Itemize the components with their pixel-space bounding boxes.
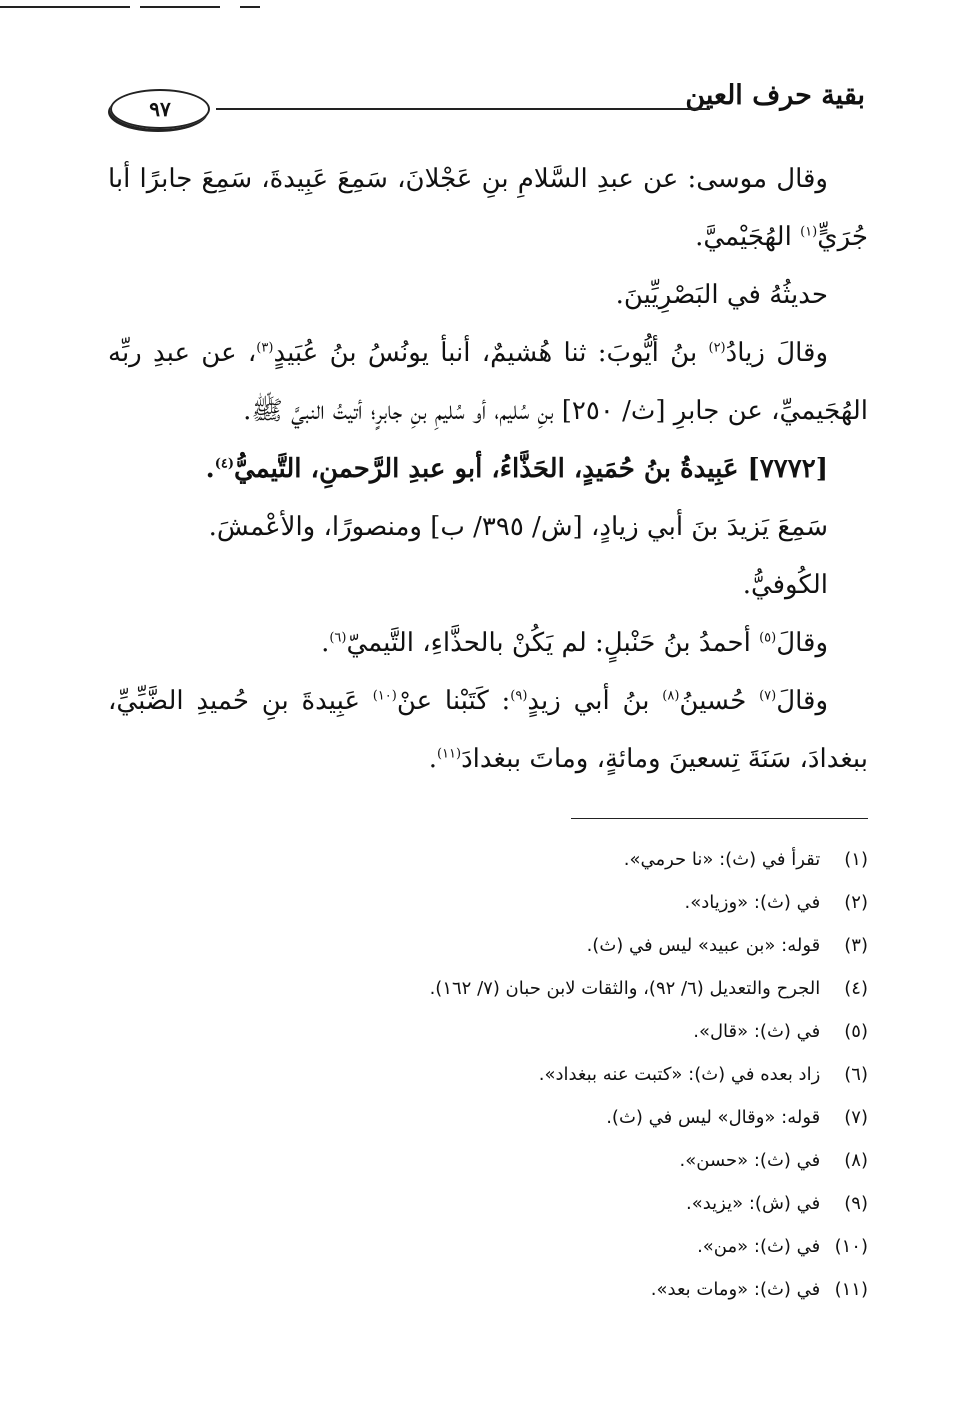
running-header-title: بقية حرف العين [685, 80, 865, 111]
paragraph-text: وقالَ [776, 686, 829, 716]
footnote-text: قوله: «بن عبيد» ليس في (ث). [586, 935, 821, 956]
footnote-1 [108, 838, 868, 881]
footnote-9 [108, 1182, 868, 1225]
footnote-number: (١١) [834, 1279, 868, 1300]
paragraph-text: عَبِيدةَ بنِ حُميدِ الضَّبِّيِّ، ببغدادَ، سَنَةَ تِسعينَ ومائةٍ، وماتَ ببغدادَ [108, 686, 868, 774]
footnote-text: زاد بعده في (ث): «كتبت عنه ببغداد». [538, 1064, 821, 1085]
footnote-number: (٢) [844, 892, 868, 913]
footnote-number: (٦) [844, 1064, 868, 1085]
footnote-number: (٥) [844, 1021, 868, 1042]
footnote-text: في (ث): «من». [697, 1236, 821, 1257]
paragraph-text: الهُجَيْميَّ. [695, 222, 801, 252]
footnote-text: قوله: «وقال» ليس في (ث). [606, 1107, 821, 1128]
header-rule [216, 108, 710, 110]
footnote-text: في (ش): «يزيد». [685, 1193, 821, 1214]
footnote-8 [108, 1139, 868, 1182]
footnote-ref-1[interactable]: (١) [800, 224, 818, 240]
entry-heading [108, 440, 868, 498]
page-number: ٩٧ [149, 97, 171, 121]
paragraph-text: وقالَ [776, 628, 828, 658]
paragraph-basriyyin: حديثُهُ في البَصْرِيِّينَ. [615, 280, 828, 310]
footnote-text: في (ث): «حسن». [679, 1150, 821, 1171]
top-rule-mid [140, 6, 220, 8]
footnote-number: (٧) [844, 1107, 868, 1128]
footnote-number: (٩) [844, 1193, 868, 1214]
main-text [108, 150, 868, 788]
paragraph-ziyad [108, 324, 868, 440]
footnote-ref-8[interactable]: (٨) [662, 688, 680, 704]
footnote-11 [108, 1268, 868, 1311]
footnote-ref-6[interactable]: (٦) [329, 630, 347, 646]
paragraph-text: أحمدُ بنُ حَنْبلٍ: لم يَكُنْ بالحذَّاءِ، التَّيميّ [346, 628, 760, 658]
footnote-ref-7[interactable]: (٧) [759, 688, 777, 704]
paragraph-text: وقالَ زيادُ [725, 338, 828, 368]
paragraph-text: بنُ أبي زيدٍ [527, 686, 663, 716]
paragraph-text: بنُ أيُّوبَ: ثنا هُشيمٌ، أنبأ يونُسُ بنُ عُبَيدٍ [273, 338, 709, 368]
footnote-ref-2[interactable]: (٢) [708, 340, 726, 356]
footnote-number: (١) [844, 849, 868, 870]
footnote-ref-10[interactable]: (١٠) [372, 688, 397, 704]
footnote-6 [108, 1053, 868, 1096]
paragraph-kufi: الكُوفيُّ. [742, 570, 828, 600]
footnote-text: الجرح والتعديل (٦/ ٩٢)، والثقات لابن حبان (٧/ ١٦٢). [429, 978, 821, 999]
paragraph-text: وقال موسى: عن عبدِ السَّلامِ بنِ عَجْلانَ، سَمِعَ عَبِيدةَ، سَمِعَ جابرًا أبا جُرَيٍّ [108, 164, 868, 252]
footnote-2 [108, 881, 868, 924]
footnote-number: (٤) [844, 978, 868, 999]
paragraph-text: . [428, 744, 437, 774]
footnote-ref-5[interactable]: (٥) [759, 630, 777, 646]
footnote-text: في (ث): «ومات بعد». [650, 1279, 821, 1300]
footnote-3 [108, 924, 868, 967]
paragraph-text: ، عن عبدِ ربِّه الهُجَيميِّ، عن جابرِ [ث/ ٢٥٠] بنِ سُليم، أو سُليمِ بنِ جابرٍ؛ أتيتُ النبيَّ ﷺ. [108, 338, 868, 426]
entry-title: [٧٧٧٢] عَبِيدةُ بنُ حُمَيدٍ، الحَذَّاءُ، أبو عبدِ الرَّحمنِ، التَّيميُّ [233, 454, 828, 484]
footnote-ref-11[interactable]: (١١) [436, 746, 462, 762]
paragraph-samia: سَمِعَ يَزيدَ بنَ أبي زيادٍ، [ش/ ٣٩٥/ ب] ومنصورًا، والأعْمشَ. [208, 512, 828, 542]
footnote-text: في (ث): «قال». [693, 1021, 821, 1042]
footnotes-list [108, 838, 868, 1311]
footnote-10 [108, 1225, 868, 1268]
footnote-ref-9[interactable]: (٩) [510, 688, 528, 704]
entry-end: . [205, 454, 215, 484]
footnote-ref-4[interactable]: (٤) [214, 456, 234, 472]
footnote-number: (٣) [844, 935, 868, 956]
footnote-text: في (ث): «وزياد». [684, 892, 821, 913]
page-number-oval [110, 89, 210, 129]
footnote-number: (٨) [844, 1150, 868, 1171]
footnote-7 [108, 1096, 868, 1139]
paragraph-text: . [321, 628, 330, 658]
paragraph-text: حُسينُ [679, 686, 760, 716]
footnote-4 [108, 967, 868, 1010]
footnote-text: تقرأ في (ث): «نا حرمي». [623, 849, 821, 870]
footnote-separator [571, 818, 868, 819]
paragraph-text: : كَتَبْنا عنْ [396, 686, 511, 716]
paragraph-ahmad [108, 614, 868, 672]
footnote-5 [108, 1010, 868, 1053]
top-rule-right [240, 6, 260, 8]
paragraph-musa [108, 150, 868, 266]
footnote-number: (١٠) [834, 1236, 868, 1257]
footnote-ref-3[interactable]: (٣) [256, 340, 274, 356]
top-rule-left [0, 6, 130, 8]
paragraph-husayn [108, 672, 868, 788]
